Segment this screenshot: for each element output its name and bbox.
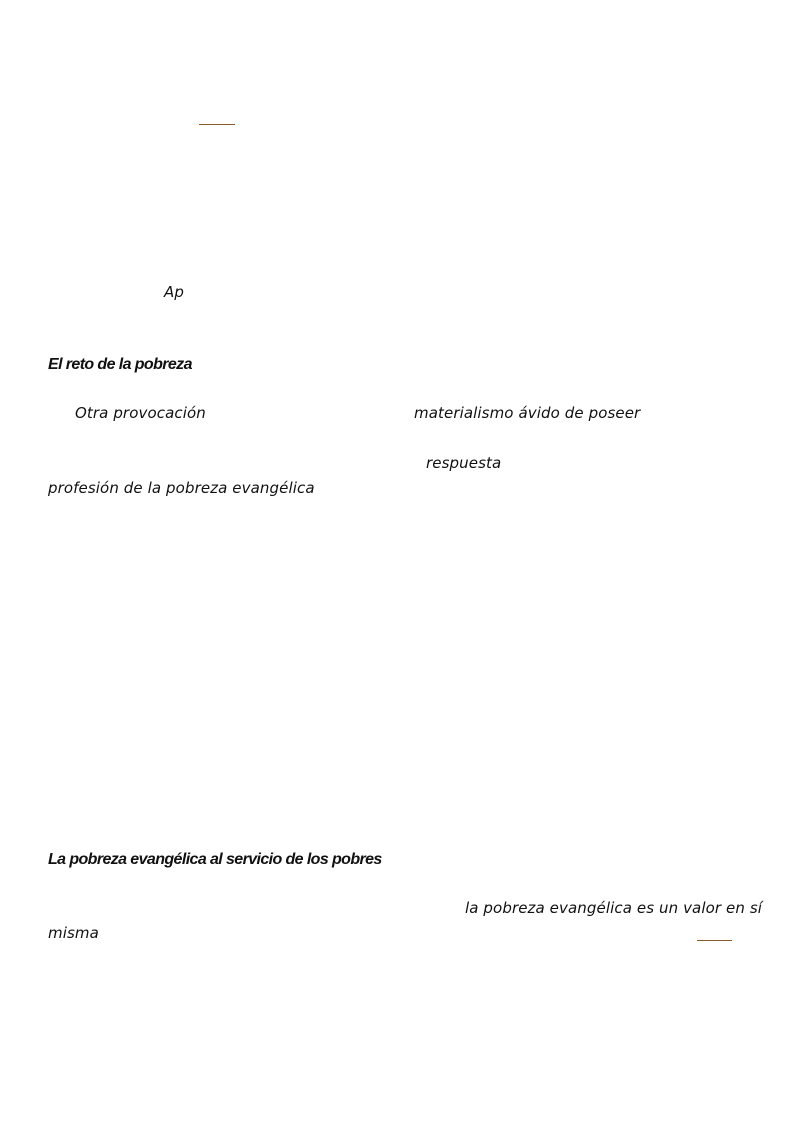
fragment-ap: Ap [164, 283, 184, 301]
paragraph-fragment-profesion-pobreza: profesión de la pobreza evangélica [48, 479, 315, 497]
section-heading-reto-pobreza: El reto de la pobreza [48, 356, 192, 373]
section-heading-pobreza-servicio: La pobreza evangélica al servicio de los pobres [48, 851, 382, 868]
paragraph-fragment-respuesta: respuesta [426, 454, 502, 472]
paragraph-fragment-valor-en-si: la pobreza evangélica es un valor en sí [465, 899, 763, 917]
paragraph-fragment-otra-provocacion: Otra provocación [75, 404, 206, 422]
paragraph-fragment-misma: misma [48, 924, 99, 942]
footnote-marker-rule-top [199, 124, 235, 125]
footnote-marker-rule-bottom [697, 940, 732, 941]
paragraph-fragment-materialismo: materialismo ávido de poseer [414, 404, 641, 422]
